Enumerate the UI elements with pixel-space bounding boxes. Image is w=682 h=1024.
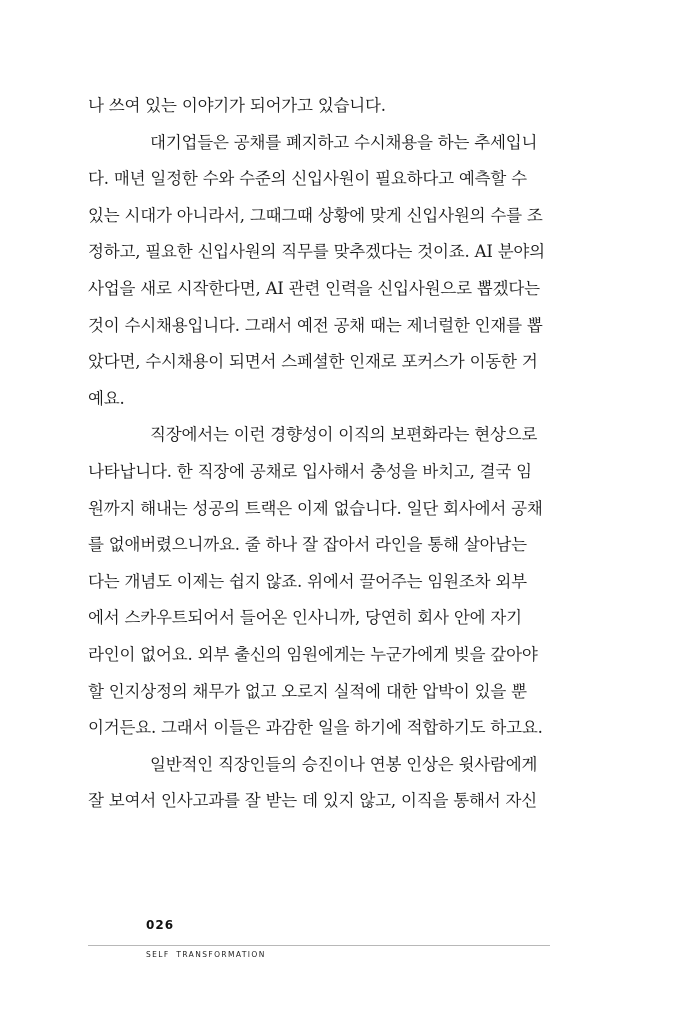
text-line-paragraph-start: 일반적인 직장인들의 승진이나 연봉 인상은 윗사람에게 <box>150 754 538 774</box>
text-line: 것이 수시채용입니다. 그래서 예전 공채 때는 제너럴한 인재를 뽑 <box>88 315 543 335</box>
text-line: 원까지 해내는 성공의 트랙은 이제 없습니다. 일단 회사에서 공채 <box>88 498 543 518</box>
text-line: 다는 개념도 이제는 쉽지 않죠. 위에서 끌어주는 임원조차 외부 <box>88 571 527 591</box>
text-line: 를 없애버렸으니까요. 줄 하나 잘 잡아서 라인을 통해 살아남는 <box>88 535 527 555</box>
text-line: 있는 시대가 아니라서, 그때그때 상황에 맞게 신입사원의 수를 조 <box>88 205 543 225</box>
text-line: 정하고, 필요한 신입사원의 직무를 맞추겠다는 것이죠. AI 분야의 <box>88 242 545 262</box>
text-line: 았다면, 수시채용이 되면서 스페셜한 인재로 포커스가 이동한 거 <box>88 352 538 372</box>
text-line: 나타납니다. 한 직장에 공채로 입사해서 충성을 바치고, 결국 임 <box>88 461 532 481</box>
text-line-paragraph-start: 직장에서는 이런 경향성이 이직의 보편화라는 현상으로 <box>150 425 538 445</box>
text-line: 이거든요. 그래서 이들은 과감한 일을 하기에 적합하기도 하고요. <box>88 718 543 738</box>
text-line: 다. 매년 일정한 수와 수준의 신입사원이 필요하다고 예측할 수 <box>88 169 527 189</box>
footer-divider <box>88 945 550 946</box>
text-line: 나 쓰여 있는 이야기가 되어가고 있습니다. <box>88 96 386 115</box>
text-line: 에서 스카우트되어서 들어온 인사니까, 당연히 회사 안에 자기 <box>88 608 522 628</box>
text-line-paragraph-start: 대기업들은 공채를 폐지하고 수시채용을 하는 추세입니 <box>150 132 538 152</box>
text-line: 할 인지상정의 채무가 없고 오로지 실적에 대한 압박이 있을 뿐 <box>88 681 527 701</box>
text-line: 잘 보여서 인사고과를 잘 받는 데 있지 않고, 이직을 통해서 자신 <box>88 791 537 811</box>
page-number: 026 <box>146 918 175 932</box>
running-title: SELF TRANSFORMATION <box>146 950 266 959</box>
text-line: 라인이 없어요. 외부 출신의 임원에게는 누군가에게 빚을 갚아야 <box>88 644 538 664</box>
text-line: 예요. <box>88 388 125 408</box>
text-line: 사업을 새로 시작한다면, AI 관련 인력을 신입사원으로 뽑겠다는 <box>88 278 540 298</box>
body-text <box>88 88 550 820</box>
